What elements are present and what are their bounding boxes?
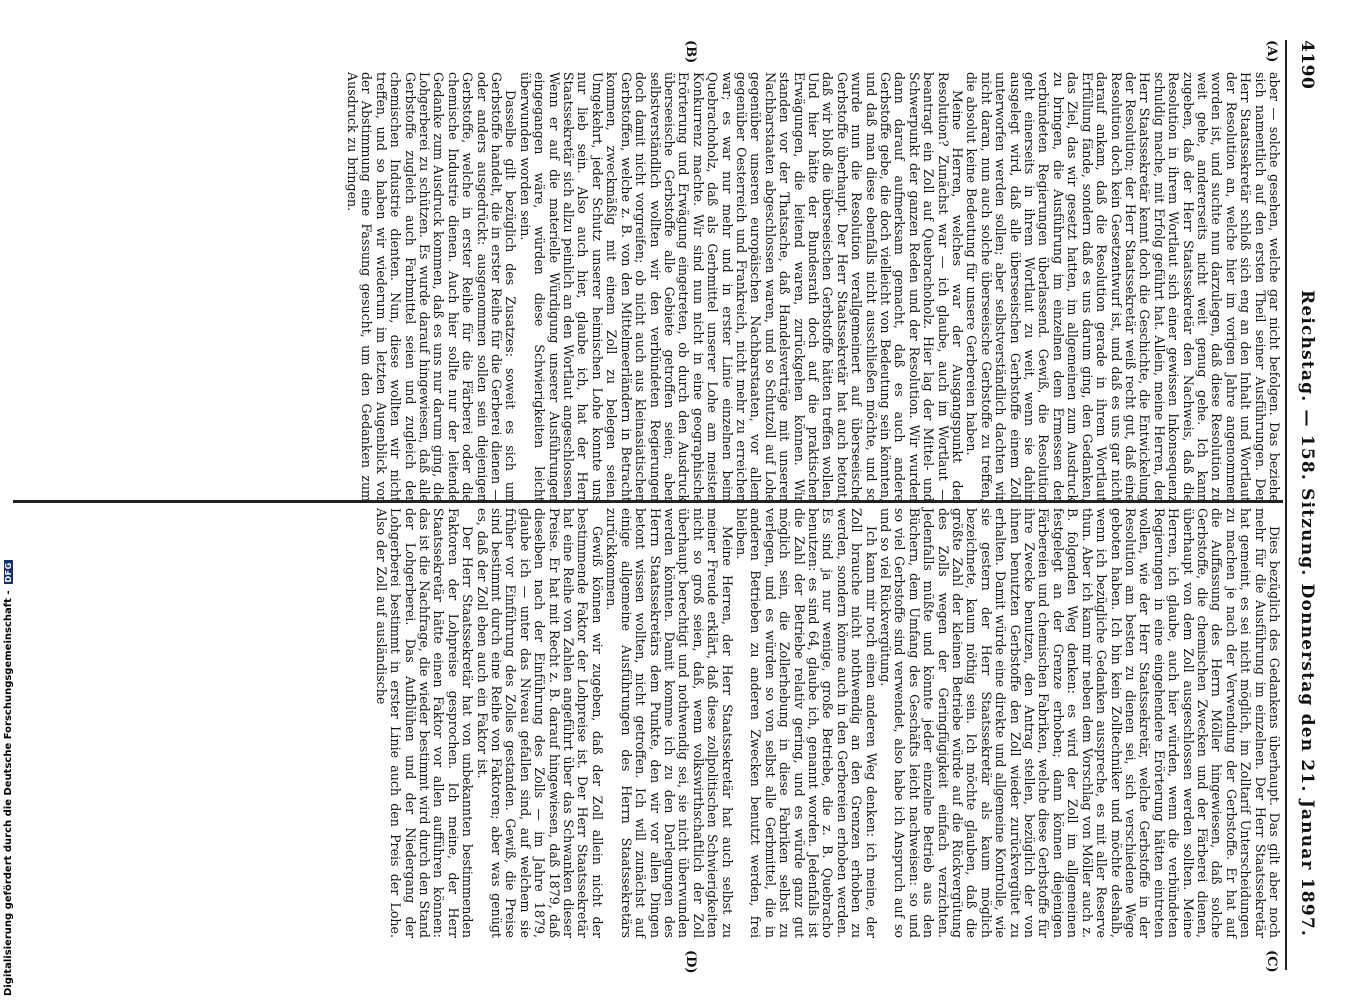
margin-mark-d: (D)	[683, 950, 698, 974]
paragraph: Der Herr Staatssekretär hat von unbekannten bestimmenden Faktoren der Lohpreise gesprochen. Ich meine, der Herr Staatssekretär hätte einen Faktor vor allen aufführen können: das ist die Nachfrage, die wieder bestimmt wird durch den Stand der Lohgerberei. Das Aufblühen und der Niedergang der Lohgerberei bestimmt in erster Linie auch den Preis der Lohe. Also der Zoll auf ausländische	[373, 508, 476, 938]
page-number: 4190	[1297, 40, 1317, 90]
margin-mark-c: (C)	[1264, 950, 1279, 973]
paragraph: aber — solche gesehen, welche gar nicht befolgen. Das beziehe sich namentlich auf den ersten Theil seiner Ausführungen. Der Herr Staatssekretär schloß sich eng an den Inhalt und Wortlaut der Resolution an, welche hier im vorigen Jahre angenommen worden ist, und suchte nun darzulegen, daß diese Resolution zu weit gehe, andererseits nicht weit genug gehe. Ich kann zugeben, daß der Herr Staatssekretär den Nachweis, daß die Resolution in ihrem Wortlaut sich einer gewissen Inkonsequenz schuldig mache, mit Erfolg geführt hat. Allein, meine Herren, der Herr Staatssekretär kennt doch die Geschichte, die Entwickelung der Resolution; der Herr Staatssekretär weiß recht gut, daß eine Resolution doch kein Gesetzentwurf ist, und daß es uns gar nicht darauf ankam, daß die Resolution gerade in ihrem Wortlaut Erfüllung fände, sondern daß es uns darum ging, den Gedanken, das Ziel, das wir gesetzt hatten, im allgemeinen zum Ausdruck zu bringen, die Ausführung im einzelnen dem Ermessen der verbündeten Regierungen überlassend. Gewiß, die Resolution geht einerseits in ihrem Wortlaut zu weit, wenn sie dahin ausgelegt wird, daß alle überseeischen Gerbstoffe einem Zoll unterworfen werden sollen; aber selbstverständlich dachten wir nicht daran, nun auch solche überseeische Gerbstoffe zu treffen, die absolut keine Bedeutung für unsere Gerbereien haben.	[964, 72, 1282, 502]
paragraph: Dasselbe gilt bezüglich des Zusatzes: soweit es sich um Gerbstoffe handelt, die in erster Reihe für die Gerberei dienen — oder anders ausgedrückt: ausgenommen sollen sein diejenigen Gerbstoffe, welche in erster Reihe für die Färberei oder die chemische Industrie dienen. Auch hier sollte nur der leitende Gedanke zum Ausdruck kommen, daß es uns nur darum ging, die Lohgerberei zu schützen. Es wurde darauf hingewiesen, daß alle Gerbstoffe zugleich auch Farbmittel seien und zugleich der chemischen Industrie dienten. Nun, diese wollten wir nicht treffen, und so haben wir wiederum im letzten Augenblick vor der Abstimmung eine Fassung gesucht, um den Gedanken zum Ausdruck zu bringen.	[345, 72, 519, 502]
header-rule	[1285, 40, 1287, 970]
page-header	[1291, 40, 1317, 970]
paragraph: Ich kann mir noch einen anderen Weg denken: ich meine, der Zoll brauche nicht nothwendig an den Grenzen erhoben zu werden, sondern könne auch in den Gerbereien erhoben werden. Es sind ja nur wenige, große Betriebe, die z. B. Quebracho benutzen: es sind 64, glaube ich, genannt worden. Jedenfalls ist die Zahl der Betriebe relativ gering, und es würde ganz gut möglich sein, die Zollerhebung in diese Fabriken selbst zu verlegen, und es würden so von selbst alle Gerbmittel, die in anderen Betrieben zu anderen Zwecken benutzt werden, frei bleiben.	[733, 508, 879, 938]
margin-mark-b: (B)	[683, 40, 698, 64]
right-text-column	[373, 508, 1281, 938]
left-text-column	[345, 72, 1281, 502]
paragraph: Meine Herren, welches war der Ausgangspunkt der Resolution? Zunächst war — ich glaube, auch im Wortlaut — beantragt ein Zoll auf Quebrachoholz. Hier lag der Mittel- und Schwerpunkt der ganzen Reden und der Resolution. Wir wurden dann darauf aufmerksam gemacht, daß es auch andere Gerbstoffe gebe, die doch vielleicht von Bedeutung sein könnten, und daß man diese ebenfalls nicht ausschließen möchte, und so wurde nun die Resolution verallgemeinert auf überseeische Gerbstoffe überhaupt. Der Herr Staatssekretär hat auch betont, daß wir bloß die überseeischen Gerbstoffe hätten treffen wollen. Und hier hätte der Bundesrath doch auf die praktischen Erwägungen, die leitend waren, zurückgehen können. Wir standen vor der Thatsache, daß Handelsverträge mit unseren Nachbarstaaten abgeschlossen waren, und so Schutzoll auf Lohe gegenüber unseren europäischen Nachbarstaaten, vor allem gegenüber Oesterreich und Frankreich, nicht mehr zu erreichen war; es war nur mehr und in erster Linie einzelnen beim Quebrachoholz, daß als Gerbmittel unserer Lohe am meisten Konkurrenz machte. Wir sind nun nicht in eine geographische Erörterung und Erwägung eingetreten, ob durch den Ausdruck überseeische Gerbstoffe alle Gebiete getroffen seien; aber selbstverständlich wollten wir den verbündeten Regierungen doch damit nicht vorgreifen; ob nicht auch aus kleinasiatischen Gerbstoffen, welche z. B. von den Mittelmeerländern in Betracht kommen, zweckmäßig mit einem Zoll zu belegen seien. Umgekehrt, jeder Schutz unserer heimischen Lohe konnte uns nur lieb sein. Also auch hier, glaube ich, hat der Herr Staatssekretär sich allzu peinlich an den Wortlaut angeschlossen. Wenn er auf die materielle Würdigung unserer Ausführungen eingegangen wäre, würden diese Schwierigkeiten leicht überwunden worden sein.	[517, 72, 966, 502]
column-divider	[13, 500, 1283, 503]
credit-text: Digitalisierung gefördert durch die Deutsche Forschungsgemeinschaft -	[3, 590, 14, 996]
paragraph: Dies bezüglich des Gedankens überhaupt. Das gilt aber noch mehr für die Ausführung im einzelnen. Der Herr Staatssekretär hat gemeint, es sei nicht möglich, im Zolltarif Unterscheidungen zu machen je nach der Verwendung der Gerbstoffe. Er hat auf die Auffassung des Herrn Möller hingewiesen, daß solche Gerbstoffe, die chemischen Zwecken und der Färberei dienen, überhaupt von dem Zoll ausgeschlossen werden sollten. Meine Herren, ich glaube, auch hier würden, wenn die verbündeten Regierungen in eine eingehendere Erörterung hätten eintreten wollen, wie der Herr Staatssekretär, welche Gerbstoffe in der Resolution am besten zu dienen sei, sich verschiedene Wege geboten haben. Ich bin kein Zolltechniker und möchte deshalb, wenn ich bezügliche Gedanken ausspreche, es mit aller Reserve thun. Aber ich kann mir neben dem Vorschlag von Möller auch z. B. folgenden Weg denken: es wird der Zoll im allgemeinen festgelegt an der Grenze erhoben; dann können diejenigen Färbereien und chemischen Fabriken, welche diese Gerbstoffe für ihre Zwecke benutzen, den Antrag stellen, bezüglich der von ihnen benutzten Gerbstoffe den Zoll wieder zurückvergütet zu erhalten. Damit würde eine direkte und allgemeine Kontrolle, wie sie gestern der Herr Staatssekretär als kaum möglich bezeichnete, kaum nöthig sein. Ich möchte glauben, daß die größte Zahl der kleinen Betriebe würde auf die Rückvergütung des Zolls wegen der Geringfügigkeit einfach verzichten. Jedenfalls müßte und könnte jeder einzelne Betrieb aus den Büchern, dem Umfang des Geschäfts leicht nachweisen: so und so viel Gerbstoffe sind verwendet, also habe ich Anspruch auf so und so viel Rückvergütung.	[878, 508, 1282, 939]
dfg-logo: DFG	[3, 562, 13, 583]
margin-mark-a: (A)	[1264, 40, 1279, 63]
paragraph: Meine Herren, der Herr Staatssekretär hat auch selbst zu meiner Freude erklärt, daß diese zollpolitischen Schwierigkeiten nicht so groß seien, daß, wenn volkswirthschaftlich der Zoll überhaupt berechtigt und nothwendig sei, sie nicht überwunden werden könnten. Damit komme ich zu den Darlegungen des Herrn Staatssekretärs dem Punkte, den wir vor allen Dingen betont wissen wollten, nicht getroffen. Ich will zunächst auf einige allgemeine Ausführungen des Herrn Staatssekretärs zurückkommen.	[604, 508, 735, 938]
running-head: Reichstag. — 158. Sitzung. Donnerstag den 21. Januar 1897.	[1297, 290, 1317, 937]
paragraph: Gewiß können wir zugeben, daß der Zoll allein nicht der bestimmende Faktor der Lohpreise ist. Der Herr Staatssekretär hat eine Reihe von Zahlen angeführt über das Schwanken dieser Preise. Er hat mit Recht z. B. darauf hingewiesen, daß 1879, daß dieselben nach der Einführung des Zolls — im Jahre 1879, glaube ich — unter das Niveau gefallen sind, auf welchem sie früher vor Einführung des Zolles gestanden. Gewiß, die Preise sind bestimmt durch eine Reihe von Faktoren; aber was genügt es, daß der Zoll eben auch ein Faktor ist.	[474, 508, 605, 938]
